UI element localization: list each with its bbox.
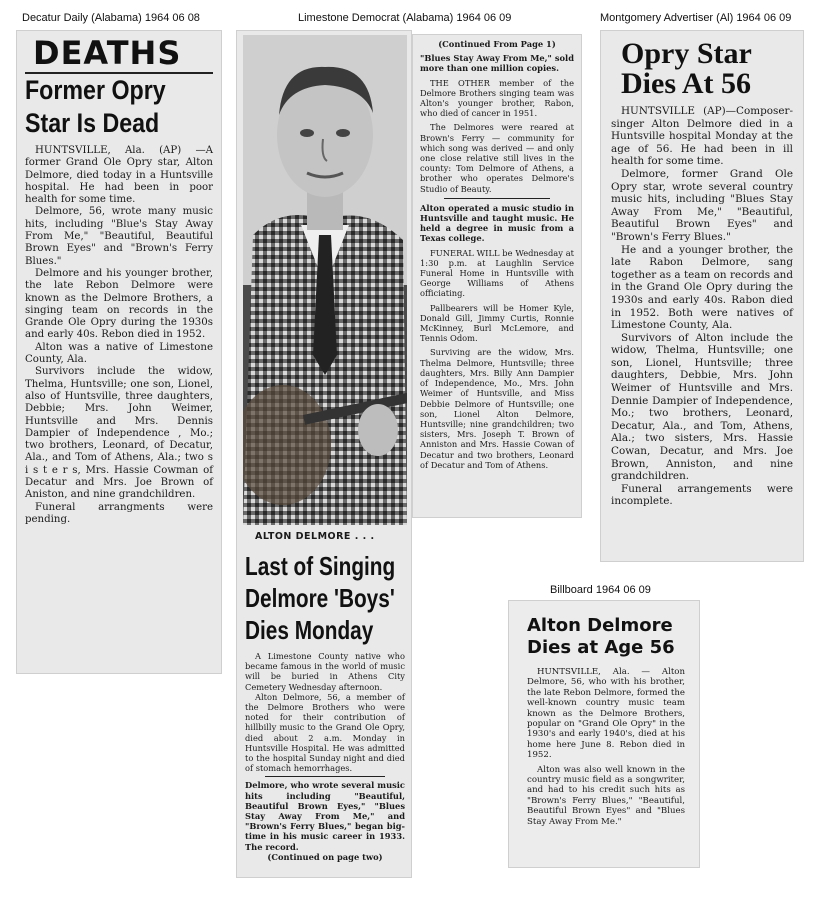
montgomery-clipping bbox=[600, 30, 804, 562]
limestone-article-body bbox=[245, 651, 405, 862]
continued-paragraph: FUNERAL WILL be Wednesday at 1:30 p.m. at Laughlin Service Funeral Home in Huntsville with George Williams of Athens officiating. bbox=[420, 247, 574, 299]
limestone-headline-line3: Dies Monday bbox=[245, 615, 374, 645]
separator-rule bbox=[444, 198, 550, 199]
billboard-clipping bbox=[508, 600, 700, 868]
continued-on-note: (Continued on page two) bbox=[267, 851, 383, 862]
alton-delmore-photo bbox=[243, 35, 407, 525]
billboard-headline-line2: Dies at Age 56 bbox=[527, 637, 675, 658]
decatur-headline-line1: Former Opry bbox=[25, 75, 166, 105]
decatur-paragraph: Funeral arrangments were pending. bbox=[25, 501, 213, 525]
montgomery-paragraph: He and a younger brother, the late Rabon Delmore, sang together as a team on records and in the Grand Ole Opry during the 1930s and early 40s. Rabon died in 1952. Both were natives of Limestone County, Ala. bbox=[611, 243, 793, 332]
portrait-illustration bbox=[243, 35, 407, 525]
decatur-paragraph: Alton was a native of Limestone County, Ala. bbox=[25, 341, 213, 366]
billboard-paragraph: Alton was also well known in the country music field as a songwriter, and had to his credit such hits as "Brown's Ferry Blues," "Beautiful, Beautiful Brown Eyes" and "Blues Stay Away From Me." bbox=[527, 764, 685, 827]
montgomery-paragraph: Survivors of Alton include the widow, Thelma, Huntsville; one son, Lionel, Huntsville; three daughters, Debbie, Mrs. John Weimer of Huntsville and Mrs. Dennie Dampier of Independence, Mo.; two brothers, Leonard, Decatur, Ala., and Tom, Athens, Ala.; two sisters, Mrs. Hassie Cowan, Decatur, and Mrs. Joe Brown, Anniston, and nine grandchildren. bbox=[611, 331, 793, 483]
limestone-paragraph: Alton Delmore, 56, a member of the Delmore Brothers who were noted for their contribution of hillbilly music to the Grand Ole Opry, died about 2 a.m. Monday in Huntsville Hospital. He was admitted to the hospital Sunday night and died of stomach hemorrhages. bbox=[245, 691, 405, 774]
limestone-bold-paragraph: Delmore, who wrote several music hits including "Beautiful, Beautiful Brown Eyes," "Blues Stay Away From Me," and "Brown's Ferry Blues," began big-time in his music career in 1933. The record. bbox=[245, 780, 405, 852]
photo-caption: ALTON DELMORE . . . bbox=[255, 531, 375, 542]
decatur-paragraph: Survivors include the widow, Thelma, Huntsville; one son, Lionel, also of Huntsville, three daughters, Debbie; Mrs. John Weimer, Huntsville and Mrs. Dennis Dampier of Independence , Mo.; two brothers, Leonard, of Decatur, Ala., and Tom of Athens, Ala.; two s i s t e r s, Mrs. Hassie Cowman of Decatur and Mrs. Joe Brown of Aniston, and nine grandchildren. bbox=[25, 366, 213, 501]
continued-paragraph: Surviving are the widow, Mrs. Thelma Delmore, Huntsville; three daughters, Mrs. Billy Ann Dampier of Independence, Mo., Mrs. John Weimer of Huntsville, and Miss Debbie Delmore of Huntsville; one son, Lionel Alton Delmore, Huntsville; nine grandchildren; two sisters, Mrs. Joseph T. Brown of Anniston and Mrs. Hassie Cowan of Decatur and two brothers, Leonard of Decatur and Tom of Athens. bbox=[420, 347, 574, 470]
limestone-continued-clipping bbox=[412, 34, 582, 518]
decatur-clipping bbox=[16, 30, 222, 674]
montgomery-headline-line1: Opry Star bbox=[621, 37, 752, 70]
limestone-headline-line1: Last of Singing bbox=[245, 551, 396, 581]
continued-from-note: (Continued From Page 1) bbox=[438, 39, 556, 49]
limestone-paragraph: A Limestone County native who became famous in the world of music will be buried in Athens City Cemetery Wednesday afternoon. bbox=[245, 651, 405, 692]
continued-paragraph: Pallbearers will be Homer Kyle, Donald Gill, Jimmy Curtis, Ronnie McKinney, Burl McLemore, and Tennis Odom. bbox=[420, 302, 574, 344]
montgomery-article-body bbox=[611, 105, 793, 508]
limestone-headline-line2: Delmore 'Boys' bbox=[245, 583, 395, 613]
billboard-article-body bbox=[527, 667, 685, 827]
limestone-continued-body bbox=[420, 39, 574, 470]
decatur-article-body bbox=[25, 145, 213, 526]
caption-limestone: Limestone Democrat (Alabama) 1964 06 09 bbox=[298, 12, 512, 24]
continued-paragraph: THE OTHER member of the Delmore Brothers singing team was Alton's younger brother, Rabon, who died of cancer in 1951. bbox=[420, 77, 574, 119]
montgomery-paragraph: HUNTSVILLE (AP)—Composer-singer Alton Delmore died in a Huntsville hospital Monday at the age of 56. He had been in ill health for some time. bbox=[611, 105, 793, 168]
decatur-paragraph: Delmore and his younger brother, the late Rebon Delmore were known as the Delmore Brothers, a singing team on records in the Grande Ole Opry during the 1930s and early 40s. Rebon died in 1952. bbox=[25, 267, 213, 341]
limestone-clipping bbox=[236, 30, 412, 878]
caption-decatur: Decatur Daily (Alabama) 1964 06 08 bbox=[22, 12, 200, 24]
montgomery-paragraph: Delmore, former Grand Ole Opry star, wrote several country music hits, including "Blues Stay Away From Me," "Beautiful, Beautiful Brown Eyes" and "Brown's Ferry Blues." bbox=[611, 167, 793, 243]
billboard-headline-line1: Alton Delmore bbox=[527, 615, 673, 636]
caption-montgomery: Montgomery Advertiser (Al) 1964 06 09 bbox=[600, 12, 792, 24]
decatur-headline-line2: Star Is Dead bbox=[25, 108, 160, 138]
decatur-paragraph: HUNTSVILLE, Ala. (AP) —A former Grand Ole Opry star, Alton Delmore, died today in a Huntsville hospital. He had been in poor health for some time. bbox=[25, 145, 213, 206]
caption-billboard: Billboard 1964 06 09 bbox=[550, 584, 651, 596]
decatur-paragraph: Delmore, 56, wrote many music hits, including "Blue's Stay Away From Me," "Beautiful, Beautiful Brown Eyes" and "Brown's Ferry Blues." bbox=[25, 206, 213, 267]
continued-bold-paragraph-2: Alton operated a music studio in Huntsville and taught music. He held a degree in music from a Texas college. bbox=[420, 202, 574, 244]
heading-rule bbox=[25, 72, 213, 74]
billboard-paragraph: HUNTSVILLE, Ala. — Alton Delmore, 56, who with his brother, the late Rebon Delmore, formed the well-known country music team known as the Delmore Brothers, popular on "Grand Ole Opry" in the 1930's and early 1940's, died at his home here June 8. Rebon died in 1952. bbox=[527, 667, 685, 761]
separator-rule bbox=[265, 776, 385, 777]
continued-bold-paragraph: "Blues Stay Away From Me," sold more than one million copies. bbox=[420, 53, 574, 74]
deaths-section-heading: DEATHS bbox=[33, 34, 182, 72]
continued-paragraph: The Delmores were reared at Brown's Ferry — community for which song was derived — and only one close relative still lives in the county: Tom Delmore of Athens, a brother who operates Delmore's Studio of Beauty. bbox=[420, 122, 574, 194]
montgomery-paragraph: Funeral arrangements were incomplete. bbox=[611, 482, 793, 508]
montgomery-headline-line2: Dies At 56 bbox=[621, 67, 751, 100]
